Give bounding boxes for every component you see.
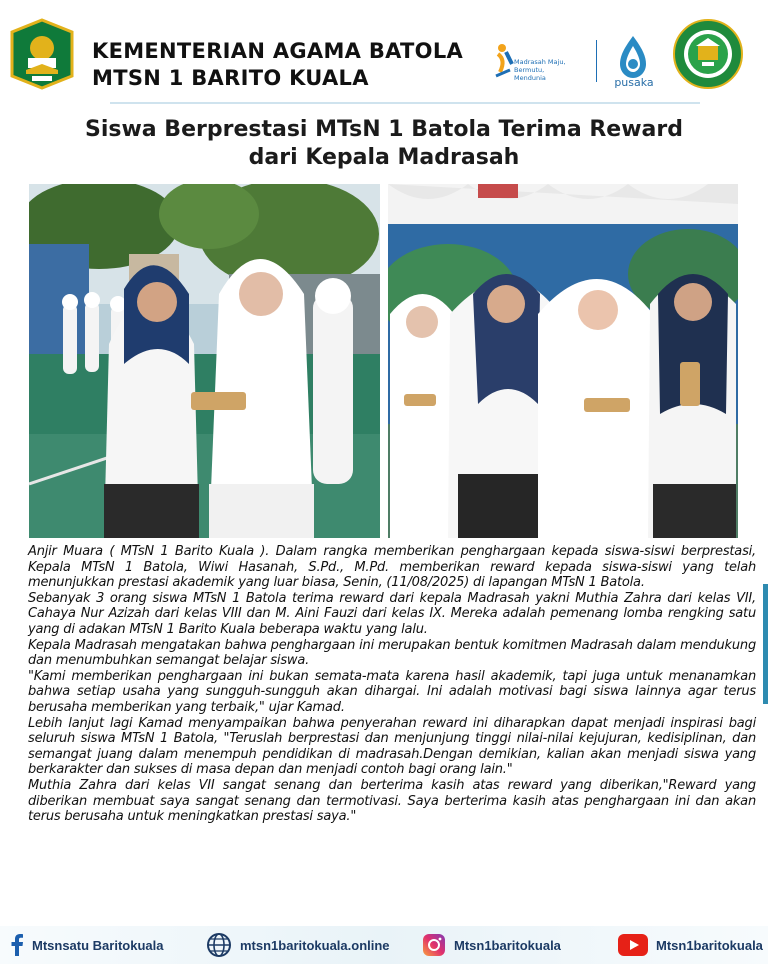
youtube-handle: Mtsn1baritokuala	[656, 937, 763, 953]
article-paragraph-1: Anjir Muara ( MTsN 1 Barito Kuala ). Dalam rangka memberikan penghargaan kepada siswa-siswi berprestasi, Kepala MTsN 1 Batola, Wiwi Hasanah, S.Pd., M.Pd. memberikan reward kepada siswa-siswi yang telah menunjukkan prestasi akademik yang luar biasa, Senin, (11/08/2025) di lapangan MTsN 1 Batola.	[28, 544, 756, 591]
globe-icon	[206, 932, 232, 958]
article-paragraph-5: Lebih lanjut lagi Kamad menyampaikan bahwa penyerahan reward ini diharapkan dapat menjadi inspirasi bagi seluruh siswa MTsN 1 Batola, "Teruslah berprestasi dan menjunjung tinggi nilai-nilai kejujuran, kedisiplinan, dan semangat juang dalam menempuh pendidikan di madrasah.Dengan demikian, kalian akan menjadi siswa yang berkarakter dan sukses di masa depan dan menjadi contoh bagi orang lain."	[28, 715, 756, 778]
event-photo-left	[29, 184, 380, 538]
article-headline	[40, 116, 728, 172]
page-header	[0, 0, 768, 108]
footer-instagram[interactable]	[422, 926, 561, 964]
article-paragraph-6: Muthia Zahra dari kelas VII sangat senang dan berterima kasih atas reward yang diberikan,"Reward yang diberikan membuat saya sangat senang dan termotivasi. Saya berterima kasih atas penghargaan ini dan akan terus berusaha untuk meningkatkan prestasi saya."	[28, 777, 756, 825]
kemenag-logo	[6, 18, 78, 90]
article-paragraph-4: "Kami memberikan penghargaan ini bukan semata-mata karena hasil akademik, tapi juga untuk menanamkan bahwa setiap usaha yang sungguh-sungguh akan dihargai. Ini adalah motivasi bagi siswa lainnya agar terus berusaha memberikan yang terbaik," ujar Kamad.	[28, 668, 756, 715]
facebook-icon	[10, 934, 24, 956]
group-photo	[388, 184, 738, 538]
headline-line-1: Siswa Berprestasi MTsN 1 Batola Terima Reward	[85, 117, 683, 142]
madrasah-maju-tagline: Madrasah Maju, Bermutu, Mendunia	[514, 58, 566, 82]
instagram-handle: Mtsn1baritokuala	[454, 937, 561, 953]
footer-facebook[interactable]	[10, 926, 163, 964]
footer-youtube[interactable]	[618, 926, 763, 964]
side-accent-bar	[763, 584, 768, 704]
award-handover-photo	[29, 184, 380, 538]
title-ministry: KEMENTERIAN AGAMA BATOLA	[92, 39, 464, 63]
facebook-handle: Mtsnsatu Baritokuala	[32, 937, 164, 953]
event-photo-right	[388, 184, 738, 538]
website-url: mtsn1baritokuala.online	[240, 937, 390, 953]
footer-website[interactable]	[206, 926, 390, 964]
header-rule	[110, 102, 700, 104]
article-body	[28, 544, 756, 825]
headline-line-2: dari Kepala Madrasah	[248, 145, 520, 170]
institution-title	[92, 38, 463, 92]
youtube-icon	[618, 934, 648, 956]
header-divider	[596, 40, 597, 82]
title-school: MTSN 1 BARITO KUALA	[92, 66, 369, 90]
article-paragraph-2: Sebanyak 3 orang siswa MTsN 1 Batola terima reward dari kepala Madrasah yakni Muthia Zahra dari kelas VII, Cahaya Nur Azizah dari kelas VIII dan M. Aini Fauzi dari kelas IX. Mereka adalah pemenang lomba rengking satu yang di adakan MTsN 1 Barito Kuala beberapa waktu yang lalu.	[28, 590, 756, 637]
article-paragraph-3: Kepala Madrasah mengatakan bahwa penghargaan ini merupakan bentuk komitmen Madrasah dalam mendukung dan menumbuhkan semangat belajar siswa.	[28, 637, 756, 669]
pusaka-label: pusaka	[614, 76, 654, 89]
instagram-icon	[422, 933, 446, 957]
social-footer	[0, 926, 768, 964]
mtsn-school-logo	[672, 18, 744, 90]
